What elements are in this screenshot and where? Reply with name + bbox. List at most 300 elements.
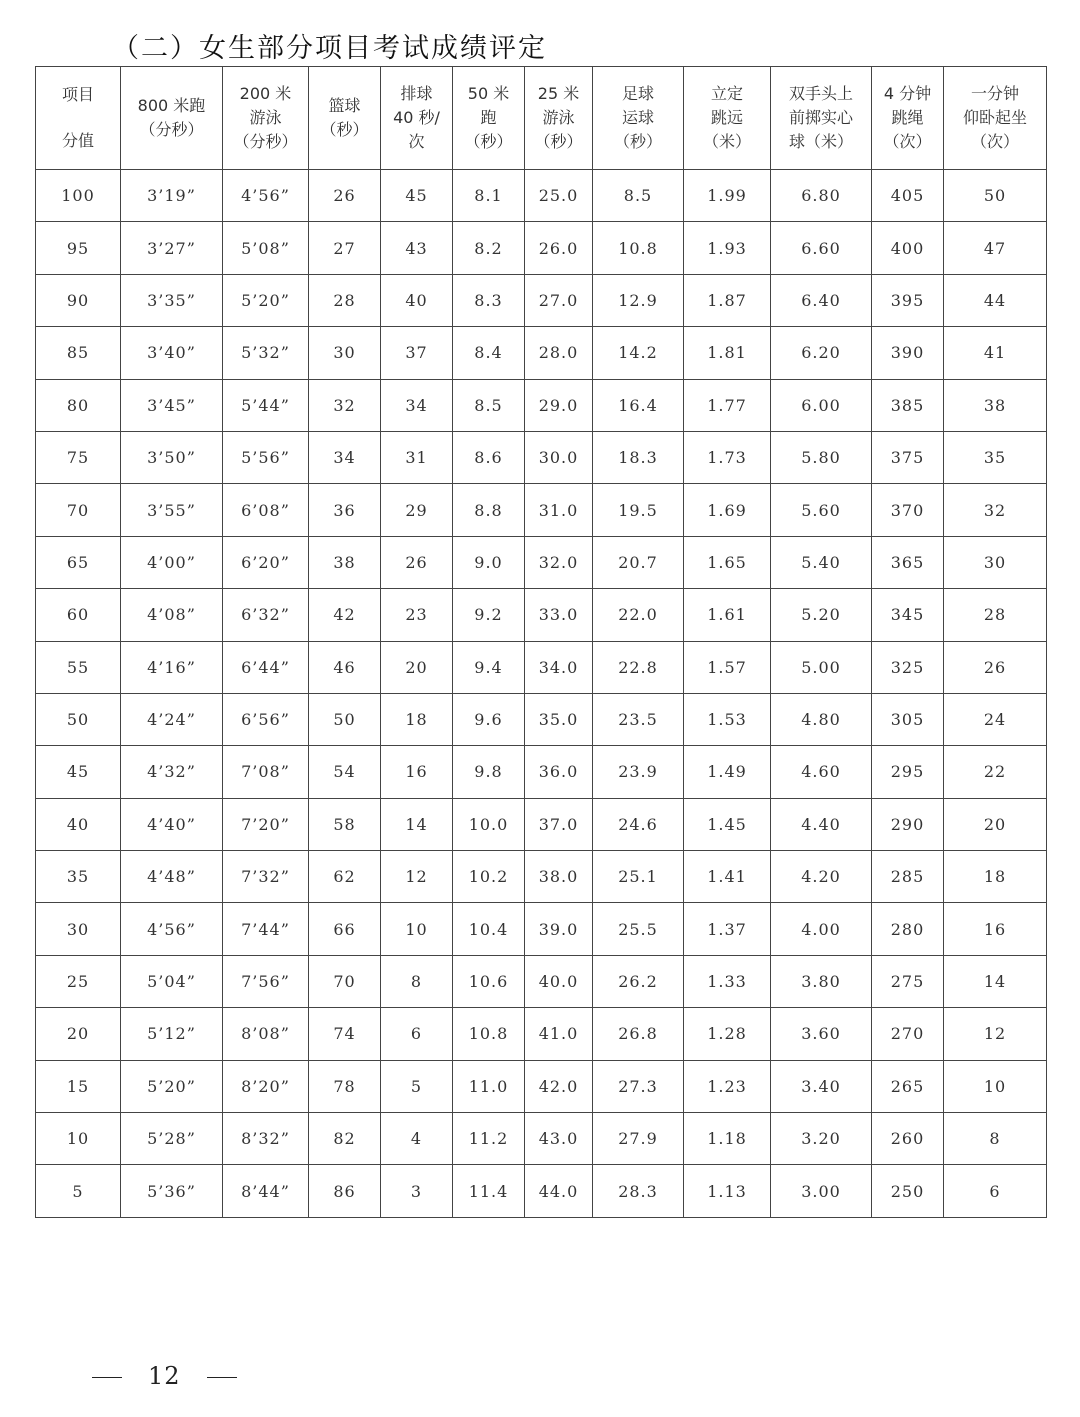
table-cell: 27.9 <box>593 1113 684 1165</box>
table-cell: 6’08” <box>223 484 309 536</box>
table-cell: 7’08” <box>223 746 309 798</box>
table-cell: 28 <box>309 274 381 326</box>
column-header-line: 篮球 <box>328 96 361 115</box>
corner-label-item: 项目 <box>61 85 94 104</box>
column-header-line: （分秒） <box>233 132 298 151</box>
table-cell: 30 <box>309 327 381 379</box>
column-header-line: 仰卧起坐 <box>962 108 1027 127</box>
table-cell: 1.23 <box>684 1060 771 1112</box>
table-row <box>36 693 1047 745</box>
table-cell: 1.45 <box>684 798 771 850</box>
table-cell: 405 <box>872 170 944 222</box>
table-row <box>36 1008 1047 1060</box>
table-cell: 5’08” <box>223 222 309 274</box>
table-cell: 8’32” <box>223 1113 309 1165</box>
table-cell: 3.40 <box>771 1060 872 1112</box>
table-cell: 36 <box>309 484 381 536</box>
table-cell: 6’56” <box>223 693 309 745</box>
table-cell: 9.0 <box>453 536 525 588</box>
table-cell: 325 <box>872 641 944 693</box>
table-cell: 54 <box>309 746 381 798</box>
table-cell: 8.8 <box>453 484 525 536</box>
table-cell: 7’56” <box>223 955 309 1007</box>
table-cell: 12 <box>381 851 453 903</box>
table-cell: 1.65 <box>684 536 771 588</box>
table-cell: 10 <box>944 1060 1047 1112</box>
table-cell: 250 <box>872 1165 944 1217</box>
table-cell: 16.4 <box>593 379 684 431</box>
column-header-line: 一分钟 <box>970 84 1019 103</box>
table-cell: 43.0 <box>525 1113 593 1165</box>
score-cell: 50 <box>36 693 121 745</box>
score-cell: 40 <box>36 798 121 850</box>
table-cell: 6.00 <box>771 379 872 431</box>
table-cell: 10 <box>381 903 453 955</box>
table-cell: 4’24” <box>121 693 223 745</box>
table-cell: 275 <box>872 955 944 1007</box>
column-header-line: 前掷实心 <box>788 108 853 127</box>
table-cell: 35.0 <box>525 693 593 745</box>
table-cell: 5’36” <box>121 1165 223 1217</box>
table-row <box>36 222 1047 274</box>
table-cell: 6 <box>381 1008 453 1060</box>
table-cell: 11.2 <box>453 1113 525 1165</box>
table-cell: 9.8 <box>453 746 525 798</box>
column-header-line: （次） <box>883 132 932 151</box>
table-cell: 42.0 <box>525 1060 593 1112</box>
table-cell: 5’12” <box>121 1008 223 1060</box>
table-cell: 3’40” <box>121 327 223 379</box>
table-cell: 4’56” <box>121 903 223 955</box>
column-header-line: 40 秒/ <box>393 108 440 127</box>
table-cell: 28.3 <box>593 1165 684 1217</box>
table-cell: 3.20 <box>771 1113 872 1165</box>
column-header <box>453 67 525 170</box>
table-cell: 1.18 <box>684 1113 771 1165</box>
column-header-line: 排球 <box>400 84 433 103</box>
table-cell: 1.49 <box>684 746 771 798</box>
score-cell: 70 <box>36 484 121 536</box>
table-cell: 50 <box>309 693 381 745</box>
table-cell: 74 <box>309 1008 381 1060</box>
table-cell: 1.33 <box>684 955 771 1007</box>
score-cell: 25 <box>36 955 121 1007</box>
footer-dash-right <box>207 1377 237 1378</box>
table-cell: 5’20” <box>223 274 309 326</box>
table-cell: 27.3 <box>593 1060 684 1112</box>
table-cell: 260 <box>872 1113 944 1165</box>
table-cell: 82 <box>309 1113 381 1165</box>
column-header-line: 游泳 <box>249 108 282 127</box>
table-cell: 5’44” <box>223 379 309 431</box>
table-cell: 25.5 <box>593 903 684 955</box>
table-row <box>36 170 1047 222</box>
table-cell: 34 <box>309 431 381 483</box>
footer-dash-left <box>92 1377 122 1378</box>
table-cell: 4’32” <box>121 746 223 798</box>
table-cell: 28.0 <box>525 327 593 379</box>
table-cell: 40.0 <box>525 955 593 1007</box>
score-cell: 95 <box>36 222 121 274</box>
header-row <box>36 67 1047 170</box>
table-cell: 36.0 <box>525 746 593 798</box>
table-cell: 6.20 <box>771 327 872 379</box>
table-row <box>36 484 1047 536</box>
table-cell: 41 <box>944 327 1047 379</box>
table-cell: 3.00 <box>771 1165 872 1217</box>
score-cell: 20 <box>36 1008 121 1060</box>
table-cell: 22.0 <box>593 589 684 641</box>
table-cell: 78 <box>309 1060 381 1112</box>
table-cell: 5.80 <box>771 431 872 483</box>
table-cell: 305 <box>872 693 944 745</box>
table-cell: 1.28 <box>684 1008 771 1060</box>
column-header-line: 运球 <box>621 108 654 127</box>
table-cell: 32 <box>309 379 381 431</box>
table-cell: 1.13 <box>684 1165 771 1217</box>
table-cell: 4’08” <box>121 589 223 641</box>
table-cell: 6’44” <box>223 641 309 693</box>
table-row <box>36 1165 1047 1217</box>
table-cell: 265 <box>872 1060 944 1112</box>
table-cell: 47 <box>944 222 1047 274</box>
table-cell: 8 <box>944 1113 1047 1165</box>
table-cell: 22.8 <box>593 641 684 693</box>
table-cell: 6’20” <box>223 536 309 588</box>
table-cell: 40 <box>381 274 453 326</box>
table-cell: 295 <box>872 746 944 798</box>
table-cell: 27 <box>309 222 381 274</box>
column-header-line: （米） <box>702 132 751 151</box>
score-cell: 5 <box>36 1165 121 1217</box>
column-header <box>593 67 684 170</box>
table-cell: 18 <box>381 693 453 745</box>
column-header-line: 200 米 <box>239 84 292 103</box>
column-header-line: 800 米跑 <box>137 96 206 115</box>
table-cell: 7’20” <box>223 798 309 850</box>
table-header <box>36 67 1047 170</box>
column-header-line: （秒） <box>534 132 583 151</box>
table-cell: 10.2 <box>453 851 525 903</box>
table-cell: 6.80 <box>771 170 872 222</box>
table-cell: 32 <box>944 484 1047 536</box>
table-row <box>36 536 1047 588</box>
score-cell: 90 <box>36 274 121 326</box>
table-cell: 5’56” <box>223 431 309 483</box>
table-cell: 28 <box>944 589 1047 641</box>
table-cell: 4.00 <box>771 903 872 955</box>
table-cell: 86 <box>309 1165 381 1217</box>
table-cell: 12.9 <box>593 274 684 326</box>
column-header-line: 足球 <box>621 84 654 103</box>
table-cell: 9.4 <box>453 641 525 693</box>
table-cell: 7’32” <box>223 851 309 903</box>
table-cell: 16 <box>381 746 453 798</box>
table-row <box>36 274 1047 326</box>
table-cell: 23.9 <box>593 746 684 798</box>
table-cell: 4 <box>381 1113 453 1165</box>
table-cell: 8’20” <box>223 1060 309 1112</box>
table-cell: 270 <box>872 1008 944 1060</box>
score-table <box>35 66 1047 1218</box>
table-cell: 5.20 <box>771 589 872 641</box>
table-cell: 16 <box>944 903 1047 955</box>
table-cell: 26 <box>309 170 381 222</box>
table-cell: 24 <box>944 693 1047 745</box>
table-cell: 8’08” <box>223 1008 309 1060</box>
table-row <box>36 1060 1047 1112</box>
column-header-line: 25 米 <box>537 84 580 103</box>
table-cell: 1.99 <box>684 170 771 222</box>
column-header <box>223 67 309 170</box>
table-cell: 34 <box>381 379 453 431</box>
column-header <box>525 67 593 170</box>
table-cell: 42 <box>309 589 381 641</box>
table-cell: 1.37 <box>684 903 771 955</box>
table-cell: 66 <box>309 903 381 955</box>
table-cell: 4.80 <box>771 693 872 745</box>
score-cell: 80 <box>36 379 121 431</box>
table-cell: 385 <box>872 379 944 431</box>
table-cell: 365 <box>872 536 944 588</box>
table-cell: 370 <box>872 484 944 536</box>
column-header <box>309 67 381 170</box>
table-cell: 50 <box>944 170 1047 222</box>
score-cell: 45 <box>36 746 121 798</box>
table-cell: 32.0 <box>525 536 593 588</box>
table-cell: 24.6 <box>593 798 684 850</box>
column-header-line: （分秒） <box>139 120 204 139</box>
table-cell: 34.0 <box>525 641 593 693</box>
table-cell: 6 <box>944 1165 1047 1217</box>
score-cell: 35 <box>36 851 121 903</box>
column-header-line: （秒） <box>320 120 369 139</box>
column-header <box>381 67 453 170</box>
table-cell: 1.61 <box>684 589 771 641</box>
table-cell: 38 <box>944 379 1047 431</box>
table-cell: 14.2 <box>593 327 684 379</box>
table-row <box>36 379 1047 431</box>
table-row <box>36 1113 1047 1165</box>
table-cell: 7’44” <box>223 903 309 955</box>
table-cell: 10.6 <box>453 955 525 1007</box>
table-cell: 8.5 <box>593 170 684 222</box>
table-cell: 10.0 <box>453 798 525 850</box>
column-header-line: 次 <box>408 132 425 151</box>
table-cell: 26.0 <box>525 222 593 274</box>
table-cell: 1.87 <box>684 274 771 326</box>
table-cell: 62 <box>309 851 381 903</box>
table-body <box>36 170 1047 1218</box>
table-cell: 3.60 <box>771 1008 872 1060</box>
table-cell: 29.0 <box>525 379 593 431</box>
table-cell: 38 <box>309 536 381 588</box>
table-cell: 3’35” <box>121 274 223 326</box>
score-cell: 10 <box>36 1113 121 1165</box>
column-header-line: （秒） <box>464 132 513 151</box>
table-cell: 18 <box>944 851 1047 903</box>
table-cell: 45 <box>381 170 453 222</box>
table-cell: 400 <box>872 222 944 274</box>
table-cell: 4.60 <box>771 746 872 798</box>
table-cell: 11.4 <box>453 1165 525 1217</box>
column-header-line: （秒） <box>613 132 662 151</box>
table-cell: 1.81 <box>684 327 771 379</box>
table-cell: 10.8 <box>453 1008 525 1060</box>
column-header <box>684 67 771 170</box>
table-cell: 37 <box>381 327 453 379</box>
table-cell: 5.00 <box>771 641 872 693</box>
table-cell: 4’40” <box>121 798 223 850</box>
table-cell: 8.2 <box>453 222 525 274</box>
score-cell: 85 <box>36 327 121 379</box>
table-cell: 375 <box>872 431 944 483</box>
table-cell: 27.0 <box>525 274 593 326</box>
table-cell: 4’48” <box>121 851 223 903</box>
table-row <box>36 431 1047 483</box>
column-header-line: 游泳 <box>542 108 575 127</box>
table-cell: 44 <box>944 274 1047 326</box>
table-cell: 25.0 <box>525 170 593 222</box>
table-cell: 8.1 <box>453 170 525 222</box>
score-cell: 100 <box>36 170 121 222</box>
table-cell: 4.20 <box>771 851 872 903</box>
table-cell: 30 <box>944 536 1047 588</box>
table-cell: 5’04” <box>121 955 223 1007</box>
table-cell: 3 <box>381 1165 453 1217</box>
table-cell: 6’32” <box>223 589 309 641</box>
table-cell: 22 <box>944 746 1047 798</box>
score-cell: 60 <box>36 589 121 641</box>
table-cell: 5’32” <box>223 327 309 379</box>
table-cell: 9.6 <box>453 693 525 745</box>
table-cell: 10.4 <box>453 903 525 955</box>
score-cell: 30 <box>36 903 121 955</box>
table-cell: 4.40 <box>771 798 872 850</box>
table-cell: 8.5 <box>453 379 525 431</box>
table-row <box>36 851 1047 903</box>
corner-label-score: 分值 <box>61 131 94 150</box>
table-cell: 8 <box>381 955 453 1007</box>
column-header-line: 跑 <box>480 108 497 127</box>
table-cell: 31 <box>381 431 453 483</box>
table-cell: 8.3 <box>453 274 525 326</box>
column-header-line: （次） <box>970 132 1019 151</box>
table-cell: 44.0 <box>525 1165 593 1217</box>
table-cell: 1.53 <box>684 693 771 745</box>
table-cell: 37.0 <box>525 798 593 850</box>
score-cell: 75 <box>36 431 121 483</box>
table-cell: 6.60 <box>771 222 872 274</box>
table-cell: 6.40 <box>771 274 872 326</box>
page-number: 12 <box>148 1362 181 1390</box>
table-cell: 4’00” <box>121 536 223 588</box>
table-cell: 3.80 <box>771 955 872 1007</box>
table-row <box>36 327 1047 379</box>
table-cell: 10.8 <box>593 222 684 274</box>
table-cell: 33.0 <box>525 589 593 641</box>
table-cell: 1.93 <box>684 222 771 274</box>
table-row <box>36 746 1047 798</box>
table-cell: 23 <box>381 589 453 641</box>
table-cell: 5.60 <box>771 484 872 536</box>
table-cell: 18.3 <box>593 431 684 483</box>
table-cell: 9.2 <box>453 589 525 641</box>
table-cell: 20 <box>381 641 453 693</box>
table-cell: 35 <box>944 431 1047 483</box>
table-cell: 12 <box>944 1008 1047 1060</box>
table-cell: 41.0 <box>525 1008 593 1060</box>
table-cell: 280 <box>872 903 944 955</box>
table-cell: 30.0 <box>525 431 593 483</box>
column-header-line: 4 分钟 <box>883 84 932 103</box>
table-cell: 8.6 <box>453 431 525 483</box>
column-header-line: 50 米 <box>467 84 510 103</box>
table-cell: 285 <box>872 851 944 903</box>
table-cell: 19.5 <box>593 484 684 536</box>
table-cell: 5’20” <box>121 1060 223 1112</box>
table-cell: 5.40 <box>771 536 872 588</box>
table-cell: 3’50” <box>121 431 223 483</box>
table-cell: 3’19” <box>121 170 223 222</box>
table-cell: 390 <box>872 327 944 379</box>
table-cell: 345 <box>872 589 944 641</box>
table-row <box>36 955 1047 1007</box>
header-cell-corner <box>36 67 121 170</box>
table-cell: 1.69 <box>684 484 771 536</box>
table-cell: 1.73 <box>684 431 771 483</box>
column-header-line: 跳远 <box>710 108 743 127</box>
table-row <box>36 641 1047 693</box>
table-cell: 290 <box>872 798 944 850</box>
table-cell: 58 <box>309 798 381 850</box>
column-header <box>872 67 944 170</box>
table-cell: 1.77 <box>684 379 771 431</box>
table-cell: 3’27” <box>121 222 223 274</box>
table-row <box>36 903 1047 955</box>
table-cell: 4’16” <box>121 641 223 693</box>
column-header-line: 球（米） <box>788 132 853 151</box>
column-header-line: 立定 <box>710 84 743 103</box>
score-cell: 55 <box>36 641 121 693</box>
table-cell: 20 <box>944 798 1047 850</box>
table-cell: 25.1 <box>593 851 684 903</box>
table-cell: 8.4 <box>453 327 525 379</box>
table-cell: 39.0 <box>525 903 593 955</box>
score-cell: 65 <box>36 536 121 588</box>
table-cell: 43 <box>381 222 453 274</box>
page-title: （二）女生部分项目考试成绩评定 <box>112 33 547 64</box>
table-cell: 26.8 <box>593 1008 684 1060</box>
table-cell: 3’55” <box>121 484 223 536</box>
table-cell: 20.7 <box>593 536 684 588</box>
table-cell: 70 <box>309 955 381 1007</box>
table-cell: 31.0 <box>525 484 593 536</box>
table-cell: 5’28” <box>121 1113 223 1165</box>
table-cell: 11.0 <box>453 1060 525 1112</box>
table-cell: 395 <box>872 274 944 326</box>
column-header-line: 跳绳 <box>891 108 924 127</box>
column-header <box>944 67 1047 170</box>
table-cell: 26 <box>944 641 1047 693</box>
table-cell: 26.2 <box>593 955 684 1007</box>
score-cell: 15 <box>36 1060 121 1112</box>
column-header <box>121 67 223 170</box>
table-cell: 1.41 <box>684 851 771 903</box>
table-cell: 4’56” <box>223 170 309 222</box>
table-cell: 3’45” <box>121 379 223 431</box>
table-cell: 1.57 <box>684 641 771 693</box>
